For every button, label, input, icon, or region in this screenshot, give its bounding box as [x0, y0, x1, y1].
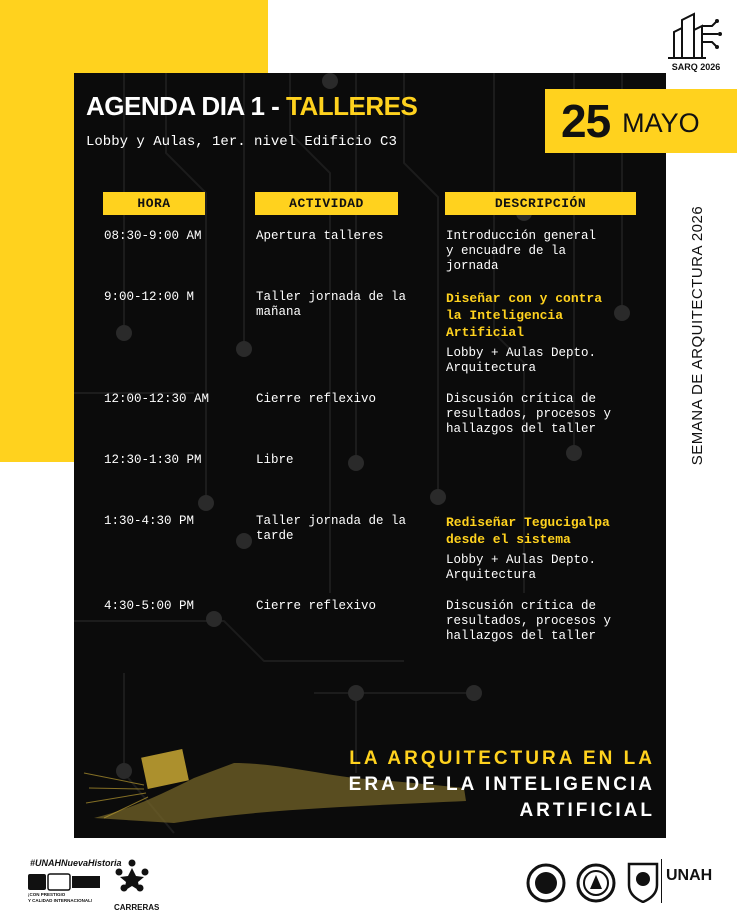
page-title: AGENDA DIA 1 - TALLERES [86, 91, 418, 121]
date-month: MAYO [622, 107, 700, 138]
department-seal-icon [576, 863, 616, 903]
sarq-logo [666, 10, 726, 76]
row-5-hora: 1:30-4:30 PM [104, 514, 195, 528]
page-title-accent: TALLERES [286, 91, 418, 121]
row-2-hora: 9:00-12:00 M [104, 290, 195, 304]
row-1-hora: 08:30-9:00 AM [104, 229, 202, 243]
row-3-descripcion: Discusión crítica de resultados, procesos y hallazgos del taller [446, 392, 612, 436]
unah-logo-text: UNAH [666, 867, 713, 884]
row-4-actividad: Libre [256, 453, 294, 467]
location-subtitle: Lobby y Aulas, 1er. nivel Edificio C3 [86, 134, 397, 150]
row-2-highlight: Diseñar con y contra la Inteligencia Artificial [446, 291, 603, 340]
row-3-hora: 12:00-12:30 AM [104, 392, 210, 406]
date-day: 25 [561, 95, 611, 147]
row-2-descripcion: Lobby + Aulas Depto. Arquitectura [446, 346, 597, 375]
row-3-actividad: Cierre reflexivo [256, 392, 377, 406]
row-1-descripcion: Introducción general y encuadre de la jornada [446, 229, 597, 273]
institution-badges-icon [28, 873, 100, 891]
row-2-actividad: Taller jornada de la mañana [256, 290, 407, 319]
date-badge [545, 89, 737, 153]
row-4-hora: 12:30-1:30 PM [104, 453, 202, 467]
row-6-hora: 4:30-5:00 PM [104, 599, 195, 613]
row-5-descripcion: Lobby + Aulas Depto. Arquitectura [446, 553, 597, 582]
slogan-line-1: LA ARQUITECTURA EN LA [349, 748, 655, 769]
event-side-label: SEMANA DE ARQUITECTURA 2026 [689, 205, 707, 465]
row-5-actividad: Taller jornada de la tarde [256, 514, 407, 543]
carreras-logo-text: CARRERAS [114, 903, 160, 912]
logo-divider [661, 859, 662, 903]
column-header-descripcion: DESCRIPCIÓN [445, 192, 636, 215]
building-circuit-icon [666, 10, 726, 62]
row-6-actividad: Cierre reflexivo [256, 599, 377, 613]
slogan-line-2: ERA DE LA INTELIGENCIA [348, 774, 655, 795]
sarq-logo-text: SARQ 2026 [671, 62, 721, 72]
slogan-line-3: ARTIFICIAL [519, 800, 655, 821]
row-6-descripcion: Discusión crítica de resultados, procesos y hallazgos del taller [446, 599, 612, 643]
column-header-hora: HORA [103, 192, 205, 215]
hashtag-text: #UNAHNuevaHistoria [30, 858, 122, 868]
bottom-logo-bar [0, 845, 737, 923]
unah-shield-icon [626, 861, 660, 903]
row-1-actividad: Apertura talleres [256, 229, 384, 243]
carreras-star-icon [112, 857, 152, 899]
faculty-seal-icon [526, 863, 566, 903]
row-5-highlight: Rediseñar Tegucigalpa desde el sistema [446, 515, 610, 547]
prestigio-caption: ¡CON PRESTIGIO Y CALIDAD INTERNACIONAL! [28, 892, 93, 903]
column-header-actividad: ACTIVIDAD [255, 192, 398, 215]
